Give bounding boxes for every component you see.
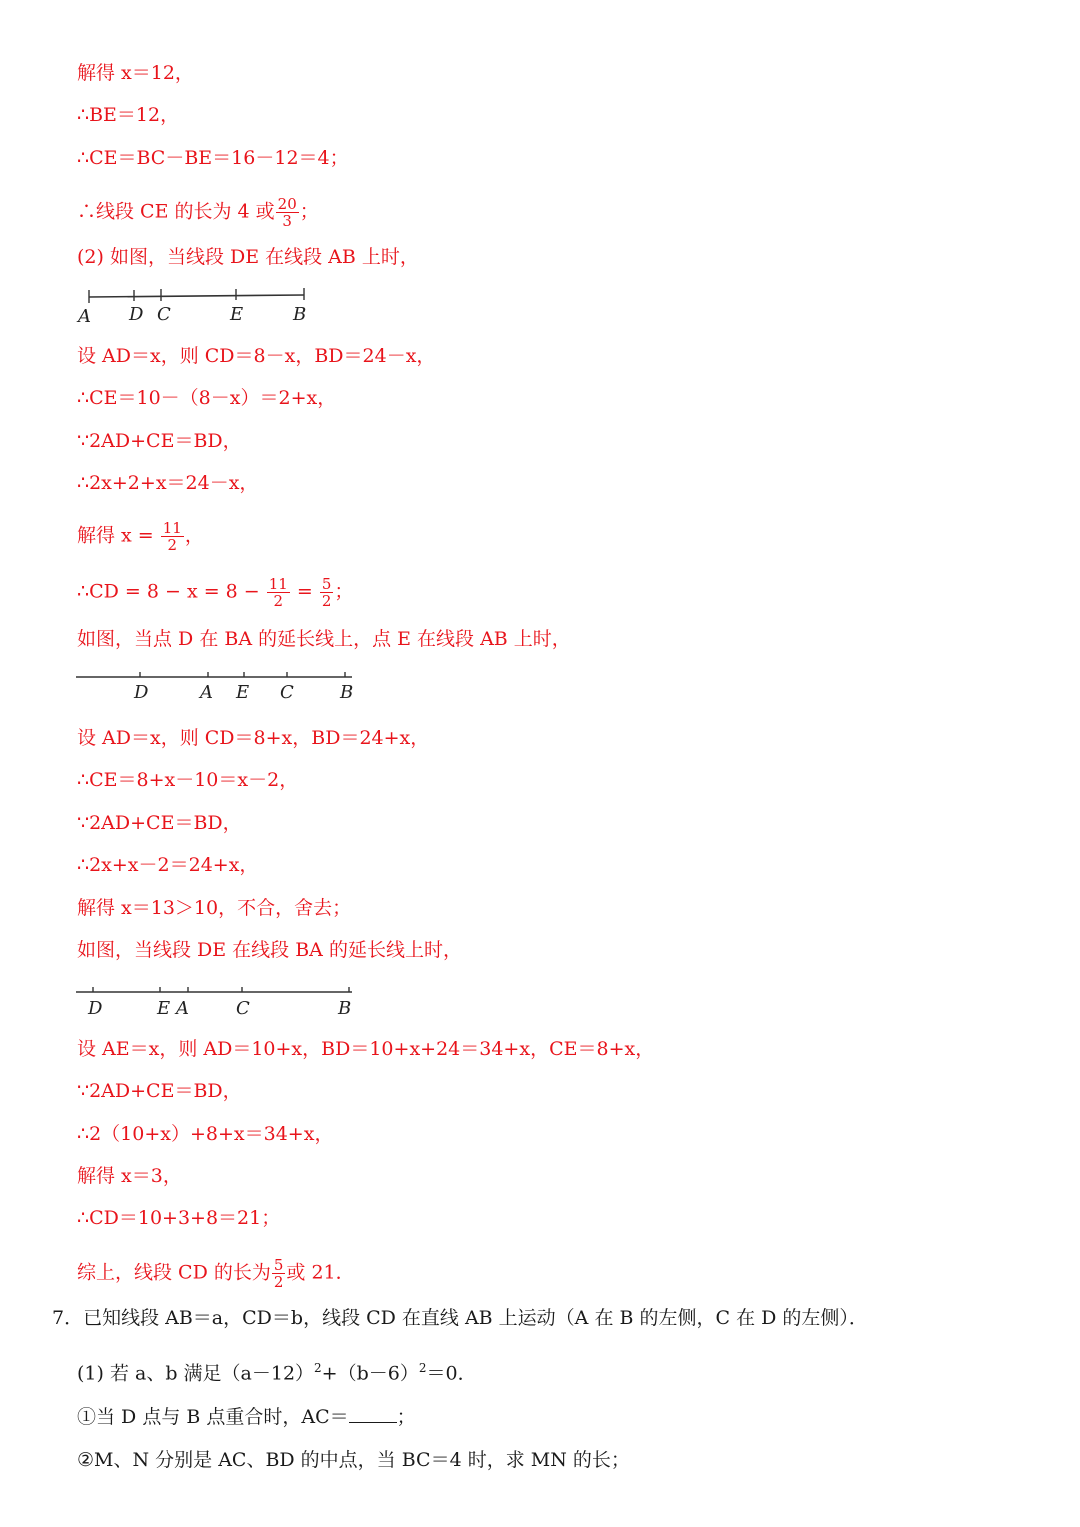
denominator: 3 [282, 212, 292, 230]
text: = [290, 580, 319, 603]
number-line-figure-2 [74, 664, 364, 708]
numerator: 20 [277, 195, 297, 213]
solution-line-with-fraction [77, 520, 204, 553]
fraction [267, 576, 290, 609]
numerator: 11 [162, 519, 182, 537]
solution-line: ∵2AD+CE＝BD， [77, 430, 242, 452]
point-label: D [134, 682, 149, 703]
fraction [272, 1257, 286, 1290]
numerator: 11 [268, 575, 288, 593]
numerator: 5 [321, 575, 332, 593]
solution-line: 解得 x＝3， [77, 1165, 182, 1187]
denominator: 2 [273, 1273, 284, 1291]
text: 综上，线段 CD 的长为 [77, 1261, 271, 1284]
point-label: C [236, 998, 250, 1019]
point-label: D [129, 304, 144, 325]
text: ， [184, 524, 204, 547]
solution-line: ∴2x+2+x＝24－x， [77, 472, 259, 494]
solution-line: ∴BE＝12， [77, 104, 180, 126]
text: +（b－6） [321, 1362, 419, 1385]
text: ＝0． [426, 1362, 477, 1385]
point-label: D [88, 998, 103, 1019]
text: ①当 D 点与 B 点重合时，AC＝ [77, 1406, 349, 1428]
question-part-1 [77, 1355, 477, 1386]
exponent: 2 [418, 1361, 427, 1375]
solution-line: 解得 x＝13＞10，不合，舍去； [77, 897, 352, 919]
point-label: B [338, 998, 352, 1019]
solution-line: ∴CE＝8+x－10＝x－2， [77, 769, 299, 791]
text: ； [299, 200, 319, 223]
text: 或 21． [286, 1261, 355, 1284]
solution-line: ∴CD＝10+3+8＝21； [77, 1207, 281, 1229]
solution-line: 如图，当线段 DE 在线段 BA 的延长线上时， [77, 939, 462, 961]
solution-line: 解得 x＝12， [77, 62, 194, 84]
text: ； [334, 580, 354, 603]
question-stem: 7．已知线段 AB＝a，CD＝b，线段 CD 在直线 AB 上运动（A 在 B 的左侧，C 在 D 的左侧）． [52, 1307, 868, 1329]
solution-line: (2) 如图，当线段 DE 在线段 AB 上时， [77, 246, 419, 268]
point-label: E [157, 998, 171, 1019]
point-label: C [280, 682, 294, 703]
solution-line: ∴CE＝BC－BE＝16－12＝4； [77, 147, 349, 169]
solution-line: 设 AD＝x，则 CD＝8－x，BD＝24－x， [77, 345, 436, 367]
point-label: E [236, 682, 250, 703]
denominator: 2 [273, 592, 284, 610]
number-line-figure-1 [74, 284, 334, 328]
solution-line: ∴CE＝10－（8－x）＝2+x， [77, 387, 337, 409]
fraction [320, 576, 334, 609]
point-label: A [176, 998, 189, 1019]
solution-line: ∴2（10+x）+8+x＝34+x， [77, 1123, 334, 1145]
text: ∴CD = 8 − x = 8 − [77, 580, 266, 603]
text: 解得 x = [77, 524, 160, 547]
text: ； [396, 1406, 416, 1428]
solution-line: 设 AE＝x，则 AD＝10+x，BD＝10+x+24＝34+x，CE＝8+x， [77, 1038, 655, 1060]
point-label: B [293, 304, 307, 325]
question-subpart-1 [77, 1404, 416, 1430]
point-label: E [230, 304, 244, 325]
fraction [276, 196, 299, 229]
denominator: 2 [167, 536, 178, 554]
denominator: 2 [321, 592, 332, 610]
solution-line: 如图，当点 D 在 BA 的延长线上，点 E 在线段 AB 上时， [77, 628, 571, 650]
solution-line: ∵2AD+CE＝BD， [77, 812, 242, 834]
point-label: C [157, 304, 171, 325]
text: (1) 若 a、b 满足（a－12） [77, 1362, 315, 1385]
solution-line-with-fraction [77, 576, 353, 609]
exponent: 2 [314, 1361, 322, 1375]
solution-line-with-fraction [77, 196, 319, 229]
question-subpart-2: ②M、N 分别是 AC、BD 的中点，当 BC＝4 时，求 MN 的长； [77, 1449, 630, 1471]
solution-line: ∵2AD+CE＝BD， [77, 1080, 242, 1102]
point-label: A [78, 306, 91, 327]
number-line-figure-3 [74, 980, 364, 1024]
answer-blank [349, 1404, 397, 1423]
fraction [161, 520, 184, 553]
solution-line-with-fraction [77, 1257, 355, 1290]
numerator: 5 [273, 1256, 284, 1274]
solution-line: 设 AD＝x，则 CD＝8+x，BD＝24+x， [77, 727, 430, 749]
point-label: B [340, 682, 354, 703]
point-label: A [200, 682, 213, 703]
solution-line: ∴2x+x－2＝24+x， [77, 854, 259, 876]
text: ∴线段 CE 的长为 4 或 [77, 200, 275, 223]
